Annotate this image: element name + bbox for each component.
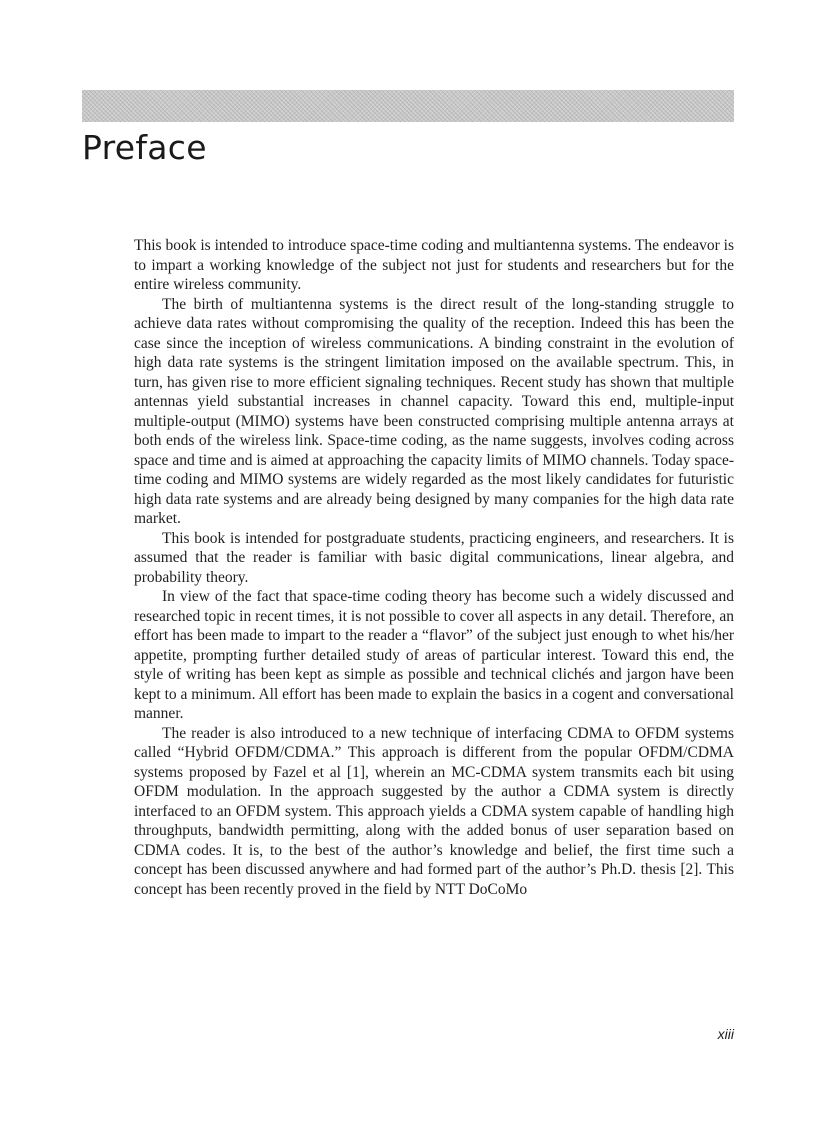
chapter-title: Preface bbox=[82, 128, 207, 167]
chapter-header-band bbox=[82, 90, 734, 122]
paragraph-2: The birth of multiantenna systems is the direct result of the long-standing struggle to achieve data rates without compromising the quality of the reception. Indeed this has been the case since the inception of wireless communications. A binding constraint in the evolution of high data rate systems is the stringent limitation imposed on the available spectrum. This, in turn, has given rise to more efficient signaling techniques. Recent study has shown that multiple antennas yield substantial increases in channel capacity. Toward this end, multiple-input multiple-output (MIMO) systems have been constructed comprising multiple antenna arrays at both ends of the wireless link. Space-time coding, as the name suggests, involves coding across space and time and is aimed at approaching the capacity limits of MIMO channels. Today space-time coding and MIMO systems are widely regarded as the most likely candidates for futuristic high data rate systems and are already being designed by many companies for the high data rate market. bbox=[134, 295, 734, 527]
paragraph-4: In view of the fact that space-time coding theory has become such a widely discussed and researched topic in recent times, it is not possible to cover all aspects in any detail. Therefore, an effort has been made to impart to the reader a “flavor” of the subject just enough to whet his/her appetite, prompting further detailed study of areas of particular interest. Toward this end, the style of writing has been kept as simple as possible and technical clichés and jargon have been kept to a minimum. All effort has been made to explain the basics in a cogent and conversational manner. bbox=[134, 588, 734, 722]
page-number: xiii bbox=[717, 1026, 734, 1042]
preface-body bbox=[134, 236, 734, 899]
paragraph-1: This book is intended to introduce space-time coding and multiantenna systems. The endeavor is to impart a working knowledge of the subject not just for students and researchers but for the entire wireless community. bbox=[134, 237, 734, 293]
paragraph-5: The reader is also introduced to a new technique of interfacing CDMA to OFDM systems called “Hybrid OFDM/CDMA.” This approach is different from the popular OFDM/CDMA systems proposed by Fazel et al [1], wherein an MC-CDMA system transmits each bit using OFDM modulation. In the approach suggested by the author a CDMA system is directly interfaced to an OFDM system. This approach yields a CDMA system capable of handling high throughputs, bandwidth permitting, along with the added bonus of user separation based on CDMA codes. It is, to the best of the author’s knowledge and belief, the first time such a concept has been discussed anywhere and had formed part of the author’s Ph.D. thesis [2]. This concept has been recently proved in the field by NTT DoCoMo bbox=[134, 724, 734, 898]
paragraph-3: This book is intended for postgraduate students, practicing engineers, and researchers. It is assumed that the reader is familiar with basic digital communications, linear algebra, and probability theory. bbox=[134, 529, 734, 586]
